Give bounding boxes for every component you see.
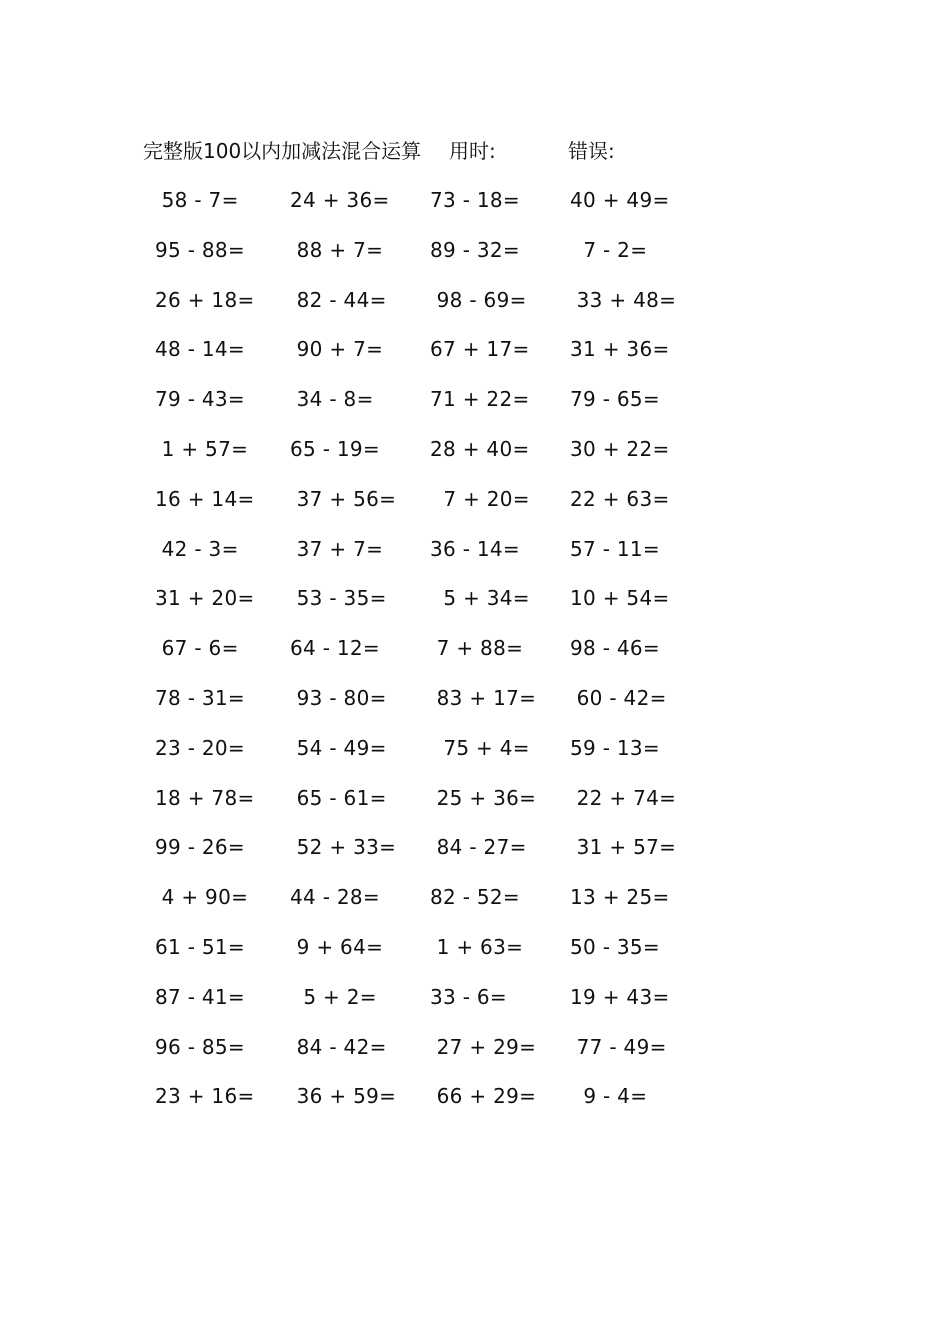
math-problem: 13 + 25= <box>570 885 670 910</box>
math-problem: 67 + 17= <box>430 337 530 362</box>
problem-row <box>0 582 950 632</box>
math-problem: 22 + 74= <box>570 785 677 810</box>
math-problem: 64 - 12= <box>290 636 380 661</box>
math-problem: 84 - 42= <box>290 1034 387 1059</box>
math-problem: 79 - 65= <box>570 387 660 412</box>
math-problem: 42 - 3= <box>155 536 239 561</box>
math-problem: 33 + 48= <box>570 287 677 312</box>
problem-row <box>0 284 950 334</box>
math-problem: 89 - 32= <box>430 237 520 262</box>
math-problem: 7 + 20= <box>430 486 530 511</box>
math-problem: 52 + 33= <box>290 835 397 860</box>
math-problem: 30 + 22= <box>570 436 670 461</box>
math-problem: 1 + 63= <box>430 934 524 959</box>
problem-row <box>0 981 950 1031</box>
problem-row <box>0 931 950 981</box>
problem-row <box>0 782 950 832</box>
math-problem: 9 - 4= <box>570 1084 648 1109</box>
problem-row <box>0 632 950 682</box>
math-problem: 60 - 42= <box>570 685 667 710</box>
math-problem: 83 + 17= <box>430 685 537 710</box>
math-problem: 23 + 16= <box>155 1084 255 1109</box>
math-problem: 31 + 36= <box>570 337 670 362</box>
math-problem: 78 - 31= <box>155 685 245 710</box>
math-problem: 99 - 26= <box>155 835 245 860</box>
math-problem: 50 - 35= <box>570 934 660 959</box>
math-problem: 36 + 59= <box>290 1084 397 1109</box>
problem-row <box>0 433 950 483</box>
math-problem: 26 + 18= <box>155 287 255 312</box>
math-problem: 19 + 43= <box>570 984 670 1009</box>
problem-row <box>0 1031 950 1081</box>
problem-row <box>0 333 950 383</box>
problem-row <box>0 881 950 931</box>
math-problem: 73 - 18= <box>430 188 520 212</box>
problem-grid <box>0 184 950 1130</box>
math-problem: 31 + 57= <box>570 835 677 860</box>
math-problem: 23 - 20= <box>155 735 245 760</box>
math-problem: 36 - 14= <box>430 536 520 561</box>
math-problem: 84 - 27= <box>430 835 527 860</box>
math-problem: 31 + 20= <box>155 586 255 611</box>
math-problem: 9 + 64= <box>290 934 384 959</box>
errors-label: 错误: <box>568 139 615 163</box>
math-problem: 16 + 14= <box>155 486 255 511</box>
math-problem: 48 - 14= <box>155 337 245 362</box>
math-problem: 79 - 43= <box>155 387 245 412</box>
math-problem: 93 - 80= <box>290 685 387 710</box>
problem-row <box>0 533 950 583</box>
math-problem: 90 + 7= <box>290 337 384 362</box>
math-problem: 82 - 44= <box>290 287 387 312</box>
problem-row <box>0 234 950 284</box>
math-problem: 10 + 54= <box>570 586 670 611</box>
math-problem: 98 - 69= <box>430 287 527 312</box>
problem-row <box>0 383 950 433</box>
math-problem: 88 + 7= <box>290 237 384 262</box>
math-problem: 44 - 28= <box>290 885 380 910</box>
math-problem: 5 + 34= <box>430 586 530 611</box>
math-problem: 54 - 49= <box>290 735 387 760</box>
problem-row <box>0 732 950 782</box>
problem-row <box>0 483 950 533</box>
math-problem: 66 + 29= <box>430 1084 537 1109</box>
math-problem: 98 - 46= <box>570 636 660 661</box>
math-problem: 71 + 22= <box>430 387 530 412</box>
math-problem: 87 - 41= <box>155 984 245 1009</box>
math-problem: 58 - 7= <box>155 188 239 212</box>
math-problem: 33 - 6= <box>430 984 507 1009</box>
time-label: 用时: <box>449 139 496 163</box>
math-problem: 4 + 90= <box>155 885 249 910</box>
math-problem: 53 - 35= <box>290 586 387 611</box>
math-problem: 37 + 7= <box>290 536 384 561</box>
problem-row <box>0 1080 950 1130</box>
problem-row <box>0 831 950 881</box>
math-problem: 77 - 49= <box>570 1034 667 1059</box>
math-problem: 40 + 49= <box>570 188 670 212</box>
math-problem: 67 - 6= <box>155 636 239 661</box>
math-problem: 65 - 61= <box>290 785 387 810</box>
problem-row <box>0 682 950 732</box>
math-problem: 25 + 36= <box>430 785 537 810</box>
math-problem: 65 - 19= <box>290 436 380 461</box>
math-problem: 34 - 8= <box>290 387 374 412</box>
math-problem: 75 + 4= <box>430 735 530 760</box>
worksheet-header <box>0 136 950 166</box>
math-problem: 27 + 29= <box>430 1034 537 1059</box>
math-problem: 57 - 11= <box>570 536 660 561</box>
math-problem: 82 - 52= <box>430 885 520 910</box>
math-problem: 61 - 51= <box>155 934 245 959</box>
math-problem: 18 + 78= <box>155 785 255 810</box>
math-problem: 96 - 85= <box>155 1034 245 1059</box>
math-problem: 1 + 57= <box>155 436 249 461</box>
math-problem: 7 + 88= <box>430 636 524 661</box>
math-problem: 24 + 36= <box>290 188 390 212</box>
worksheet-title: 完整版100以内加减法混合运算 <box>143 139 422 163</box>
problem-row <box>0 184 950 234</box>
math-problem: 7 - 2= <box>570 237 648 262</box>
math-problem: 28 + 40= <box>430 436 530 461</box>
math-problem: 22 + 63= <box>570 486 670 511</box>
math-problem: 95 - 88= <box>155 237 245 262</box>
math-problem: 37 + 56= <box>290 486 397 511</box>
math-problem: 59 - 13= <box>570 735 660 760</box>
math-problem: 5 + 2= <box>290 984 377 1009</box>
